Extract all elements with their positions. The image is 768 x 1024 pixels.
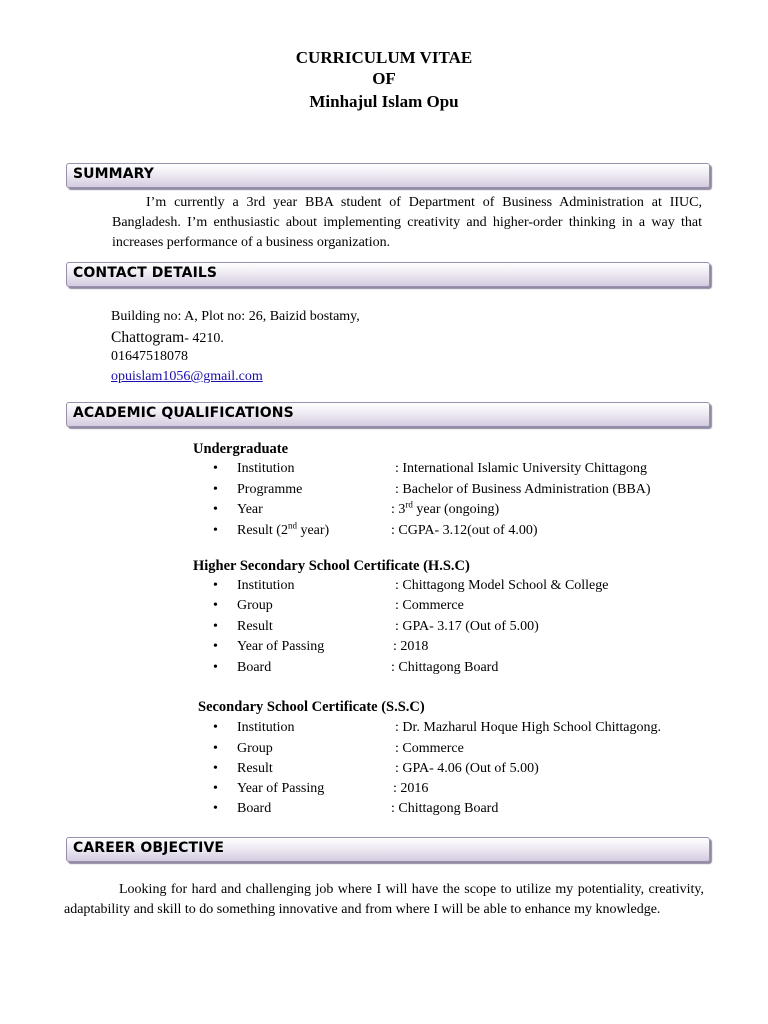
section-contact-title: CONTACT DETAILS <box>73 265 218 281</box>
bullet: • <box>213 801 218 816</box>
undergrad-result-label <box>237 520 330 539</box>
undergrad-institution-value: : International Islamic University Chittagong <box>395 461 647 476</box>
hsc-year-label: Year of Passing <box>237 639 325 654</box>
section-career-title: CAREER OBJECTIVE <box>73 840 225 856</box>
ssc-group-label: Group <box>237 741 273 756</box>
hsc-institution-label: Institution <box>237 578 295 593</box>
hsc-board-label: Board <box>237 660 272 675</box>
contact-phone: 01647518078 <box>111 349 188 364</box>
cv-name: Minhajul Islam Opu <box>309 92 459 111</box>
bullet: • <box>213 502 218 517</box>
bullet: • <box>213 639 218 654</box>
hsc-group-label: Group <box>237 598 273 613</box>
contact-postcode: - 4210. <box>184 331 224 346</box>
undergrad-result-value: : CGPA- 3.12(out of 4.00) <box>391 523 538 538</box>
hsc-institution-value: : Chittagong Model School & College <box>395 578 609 593</box>
section-summary-header <box>66 163 710 188</box>
ssc-institution-label: Institution <box>237 720 295 735</box>
cv-title: CURRICULUM VITAE <box>295 48 473 67</box>
hsc-board-value: : Chittagong Board <box>391 660 499 675</box>
bullet: • <box>213 761 218 776</box>
bullet: • <box>213 741 218 756</box>
bullet: • <box>213 660 218 675</box>
hsc-heading: Higher Secondary School Certificate (H.S.C) <box>193 558 470 574</box>
contact-email-link[interactable]: opuislam1056@gmail.com <box>111 369 263 384</box>
undergrad-programme-label: Programme <box>237 482 303 497</box>
ssc-result-label: Result <box>237 761 273 776</box>
hsc-result-label: Result <box>237 619 273 634</box>
section-academic-title: ACADEMIC QUALIFICATIONS <box>73 405 294 421</box>
undergrad-institution-label: Institution <box>237 461 295 476</box>
undergrad-year-sup: rd <box>405 499 413 510</box>
bullet: • <box>213 461 218 476</box>
undergrad-programme-value: : Bachelor of Business Administration (BBA) <box>395 482 651 497</box>
section-summary-title: SUMMARY <box>73 166 155 182</box>
undergrad-year-value <box>391 499 500 518</box>
ssc-group-value: : Commerce <box>395 741 464 756</box>
ssc-result-value: : GPA- 4.06 (Out of 5.00) <box>395 761 539 776</box>
summary-text: I’m currently a 3rd year BBA student of Department of Business Administration at IIUC, Bangladesh. I’m enthusiastic about implementing creativity and higher-order thinking in a way that increases performance of a business organization. <box>112 195 702 250</box>
bullet: • <box>213 619 218 634</box>
ssc-institution-value: : Dr. Mazharul Hoque High School Chittagong. <box>395 720 661 735</box>
career-objective-text: Looking for hard and challenging job where I will have the scope to utilize my potentiality, creativity, adaptability and skill to do something innovative and from where I will be able to enhance my knowledge. <box>64 882 704 917</box>
undergrad-year-prefix: : 3 <box>391 502 406 517</box>
contact-city: Chattogram <box>111 329 185 346</box>
hsc-group-value: : Commerce <box>395 598 464 613</box>
contact-address-line1: Building no: A, Plot no: 26, Baizid bostamy, <box>111 309 360 324</box>
hsc-result-value: : GPA- 3.17 (Out of 5.00) <box>395 619 539 634</box>
undergrad-result-label-a: Result (2 <box>237 523 288 538</box>
bullet: • <box>213 598 218 613</box>
cv-title-of: OF <box>372 69 396 88</box>
bullet: • <box>213 578 218 593</box>
undergraduate-heading: Undergraduate <box>193 441 289 457</box>
section-career-header <box>66 837 710 862</box>
hsc-year-value: : 2018 <box>393 639 429 654</box>
bullet: • <box>213 781 218 796</box>
undergrad-year-label: Year <box>237 502 263 517</box>
undergrad-result-label-b: year) <box>296 523 330 538</box>
ssc-board-label: Board <box>237 801 272 816</box>
ssc-year-label: Year of Passing <box>237 781 325 796</box>
bullet: • <box>213 482 218 497</box>
section-contact-header <box>66 262 710 287</box>
contact-address-line2 <box>111 329 224 347</box>
ssc-board-value: : Chittagong Board <box>391 801 499 816</box>
undergrad-result-label-sup: nd <box>287 520 297 531</box>
ssc-heading: Secondary School Certificate (S.S.C) <box>198 699 425 715</box>
section-academic-header <box>66 402 710 427</box>
bullet: • <box>213 523 218 538</box>
ssc-year-value: : 2016 <box>393 781 429 796</box>
bullet: • <box>213 720 218 735</box>
undergrad-year-suffix: year (ongoing) <box>412 502 500 517</box>
